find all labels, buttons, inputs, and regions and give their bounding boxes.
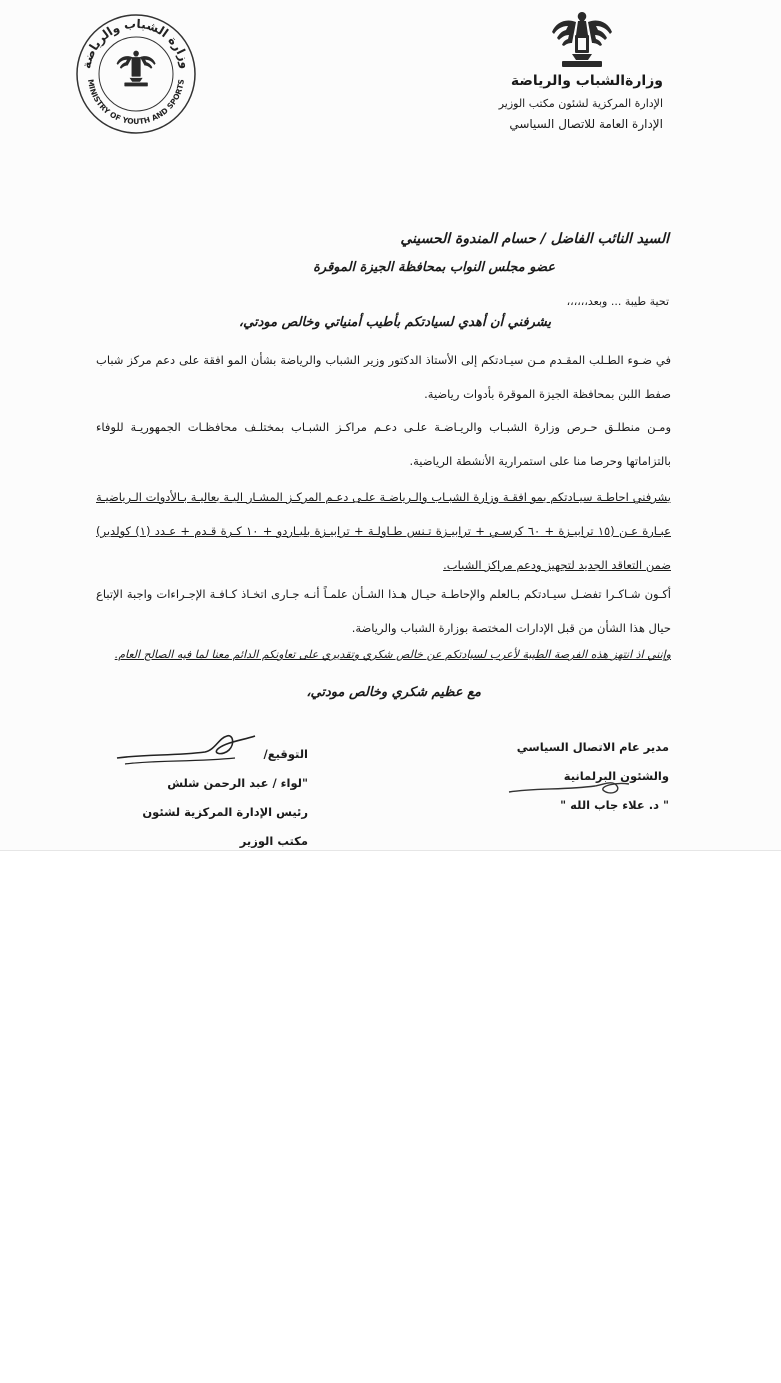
ministry-name: وزارةالشباب والرياضة: [510, 73, 663, 89]
honor-line: يشرفني أن أهدي لسيادتكم بأطيب أمنياتي وخالص مودتي،: [238, 315, 551, 330]
body-paragraph-1: في ضـوء الطـلب المقـدم مـن سيـادتكم إلى الأستاذ الدكتور وزير الشباب والرياضة بشأن المو افقة على دعم مركز شباب صفط اللبن بمحافظة الجيزة الموقرة بأدوات رياضية.: [96, 353, 671, 401]
signatory-title: رئيس الإدارة المركزية لشئون مكتب الوزير: [142, 805, 308, 848]
greeting: تحية طيبة ... وبعد،،،،،،: [566, 295, 669, 308]
central-department: الإدارة المركزية لشئون مكتب الوزير: [498, 97, 663, 110]
general-department: الإدارة العامة للاتصال السياسي: [509, 117, 663, 131]
body-paragraph-5-text: وإنني اذ انتهز هذه الفرصة الطيبة لأعرب لسيادتكم عن خالص شكري وتقديري على تعاونكم الدائم معنا لما فيه الصالح العام.: [114, 648, 671, 661]
signer-title-1: مدير عام الاتصال السياسي: [516, 740, 669, 754]
body-paragraph-3-text: يشرفني احاطـة سيـادتكم بمو افقـة وزارة الشبـاب والـرياضـة علـى دعـم المركـز المشـار اليـة بعاليـة بـالأدوات الـرياضيـة عبـارة عـن (١٥ ترابيـزة + ٦٠ كرسـي + ترابيـزة تـنس طـاولـة + ترابيـزة بليـاردو + ١٠ كـرة قـدم + عـدد (١) كولدير) ضمن التعاقد الجديد لتجهيز ودعم مراكز الشباب.: [96, 490, 671, 572]
body-paragraph-2: ومـن منطلـق حـرص وزارة الشبـاب والريـاضـة علـى دعـم مراكـز الشبـاب بمختلـف محافظـات الجمهوريـة للوفاء بالتزاماتها وحرصا منا على استمرارية الأنشطة الرياضية.: [96, 420, 671, 468]
body-paragraph-3: [96, 480, 671, 582]
letterhead-text: [403, 70, 663, 134]
addressee-title: عضو مجلس النواب بمحافظة الجيزة الموقرة: [313, 260, 555, 275]
eagle-emblem-icon: [548, 8, 616, 70]
signature-label: التوقيع/: [263, 747, 308, 761]
ministry-seal-icon: [74, 12, 198, 136]
closing-line: مع عظيم شكري وخالص مودتي،: [306, 685, 481, 700]
addressee-name: السيد النائب الفاضل / حسام المندوة الحسيني: [400, 231, 669, 247]
handwritten-signature-icon: [505, 772, 635, 802]
body-paragraph-4: أكـون شـاكـرا تفضـل سيـادتكم بـالعلم والإحاطـة حيـال هـذا الشـأن علمـاً أنـه جـارى اتخـاذ كـافـة الإجـراءات واجبة الإتباع حيال هذا الشأن من قبل الإدارات المختصة بوزارة الشباب والرياضة.: [96, 587, 671, 635]
signer-title-2: والشئون البرلمانية: [563, 769, 669, 783]
seal-arabic-text: وزارة الشباب والرياضة: [79, 16, 193, 70]
signatory-name: "لواء / عبد الرحمن شلش: [167, 776, 308, 790]
signer-name: " د. علاء جاب الله ": [560, 798, 669, 812]
handwritten-signature-icon: [115, 730, 265, 790]
seal-english-text: MINISTRY OF YOUTH AND SPORTS: [86, 78, 186, 127]
body-paragraph-5: [111, 645, 671, 665]
